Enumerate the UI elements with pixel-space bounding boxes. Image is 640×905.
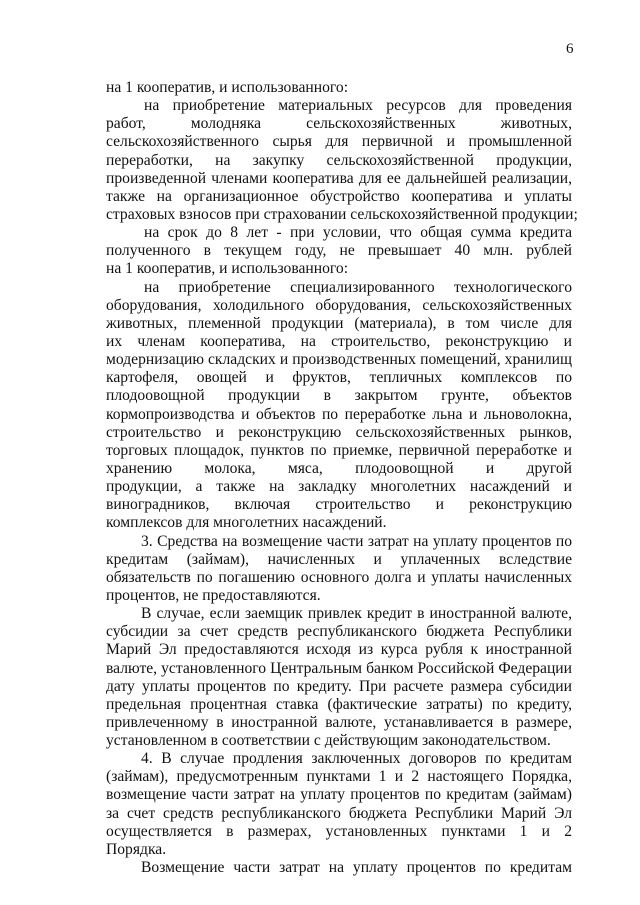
text-line: Порядка. (106, 840, 167, 858)
text-line: на приобретение специализированного технологического (144, 278, 572, 296)
text-line: работ, молодняка сельскохозяйственных животных, (106, 115, 572, 133)
text-line: за счет средств республиканского бюджета Республики Марий Эл (106, 804, 572, 822)
text-line: 4. В случае продления заключенных договоров по кредитам (141, 750, 572, 768)
paragraph (106, 750, 572, 859)
text-line: страховых взносов при страховании сельскохозяйственной продукции; (106, 205, 578, 223)
paragraph (106, 97, 578, 224)
text-line: привлеченному в иностранной валюте, устанавливается в размере, (106, 713, 572, 731)
text-line: строительство и реконструкцию сельскохозяйственных рынков, (106, 423, 572, 441)
text-line: оборудования, холодильного оборудования, сельскохозяйственных (106, 296, 572, 314)
paragraph (106, 533, 572, 606)
text-line: Возмещение части затрат на уплату процентов по кредитам (141, 859, 572, 877)
paragraph (106, 605, 572, 750)
text-line: валюте, установленного Центральным банком Российской Федерации (106, 659, 572, 677)
text-line: на 1 кооператив, и использованного: (106, 79, 349, 96)
text-line: предельная процентная ставка (фактические затраты) по кредиту, (106, 695, 572, 713)
text-line: полученного в текущем году, не превышает 40 млн. рублей (106, 242, 572, 260)
text-line: установленном в соответствии с действующим законодательством. (106, 732, 551, 750)
text-line: Марий Эл предоставляются исходя из курса рубля к иностранной (106, 641, 572, 659)
text-line: сельскохозяйственного сырья для первичной и промышленной (106, 133, 572, 151)
text-line: виноградников, включая строительство и реконструкцию (106, 496, 572, 514)
text-line: модернизацию складских и производственных помещений, хранилищ (106, 351, 572, 369)
paragraph (106, 224, 572, 278)
page-number: 6 (566, 41, 574, 57)
text-line: кредитам (займам), начисленных и уплаченных вследствие (106, 550, 572, 568)
paragraph (106, 859, 572, 877)
text-line: переработки, на закупку сельскохозяйственной продукции, (106, 151, 572, 169)
text-line: дату уплаты процентов по кредиту. При расчете размера субсидии (106, 677, 572, 695)
text-line: (займам), предусмотренным пунктами 1 и 2 настоящего Порядка, (106, 768, 572, 786)
text-line: В случае, если заемщик привлек кредит в иностранной валюте, (141, 605, 572, 623)
text-line: на приобретение материальных ресурсов для проведения (144, 97, 572, 115)
paragraph (106, 279, 572, 533)
text-line: возмещение части затрат на уплату процентов по кредитам (займам) (106, 786, 572, 804)
document-body (106, 79, 578, 877)
text-line: продукции, а также на закладку многолетних насаждений и (106, 478, 572, 496)
text-line: плодоовощной продукции в закрытом грунте, объектов (106, 387, 572, 405)
text-line: их членам кооператива, на строительство, реконструкцию и (106, 332, 572, 350)
text-line: также на организационное обустройство кооператива и уплаты (106, 187, 572, 205)
text-line: торговых площадок, пунктов по приемке, первичной переработке и (106, 441, 572, 459)
text-line: на срок до 8 лет - при условии, что общая сумма кредита (144, 224, 572, 242)
text-line: субсидии за счет средств республиканского бюджета Республики (106, 623, 572, 641)
text-line: процентов, не предоставляются. (106, 586, 321, 604)
text-line: картофеля, овощей и фруктов, тепличных комплексов по (106, 369, 572, 387)
text-line: произведенной членами кооператива для ее дальнейшей реализации, (106, 169, 572, 187)
paragraph (106, 79, 572, 97)
text-line: на 1 кооператив, и использованного: (106, 260, 349, 278)
text-line: обязательств по погашению основного долга и уплаты начисленных (106, 568, 572, 586)
text-line: 3. Средства на возмещение части затрат на уплату процентов по (141, 532, 572, 550)
text-line: комплексов для многолетних насаждений. (106, 514, 387, 532)
text-line: хранению молока, мяса, плодоовощной и другой (106, 459, 572, 477)
text-line: осуществляется в размерах, установленных пунктами 1 и 2 (106, 822, 572, 840)
text-line: животных, племенной продукции (материала), в том числе для (106, 314, 572, 332)
text-line: кормопроизводства и объектов по переработке льна и льноволокна, (106, 405, 572, 423)
